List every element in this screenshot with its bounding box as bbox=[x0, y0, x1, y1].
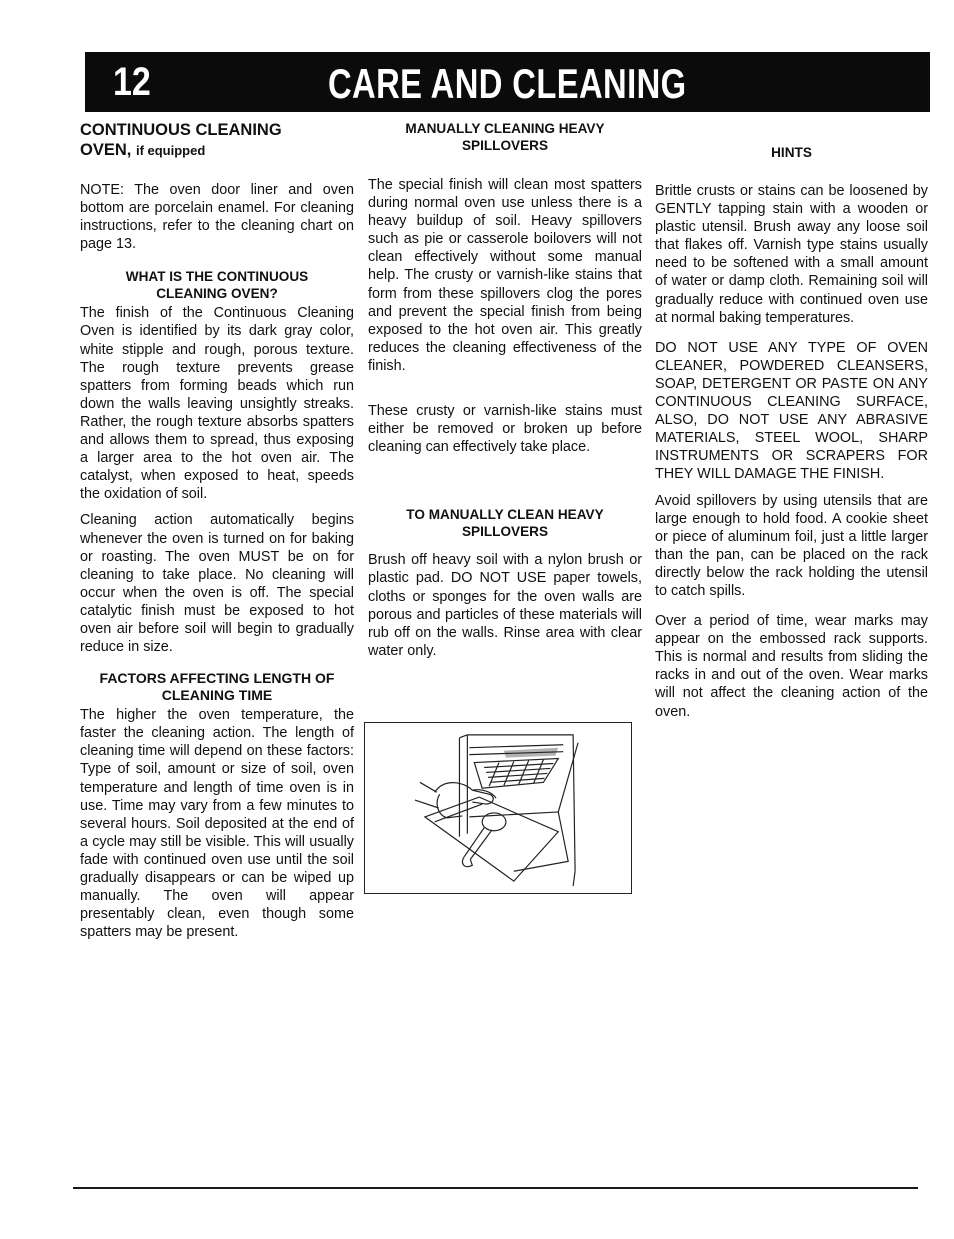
to-manually-clean-paragraph: Brush off heavy soil with a nylon brush or plastic pad. DO NOT USE paper towels, cloths or sponges for the oven walls are porous and particles of these materials will rub off on the walls. Rinse area with clear water only. bbox=[368, 552, 642, 659]
hints-heading: HINTS bbox=[771, 145, 812, 160]
what-is-paragraph: The finish of the Continuous Cleaning Oven is identified by its dark gray color, white stipple and rough, porous texture. The rough texture prevents grease spatters from forming beads which run down the walls leaving unsightly streaks. Rather, the rough texture absorbs spatters and allows them to spread, thus exposing a larger area to the hot oven air. The catalyst, when exposed to heat, speeds the oxidation of soil. bbox=[80, 305, 354, 503]
manual-cleaning-paragraph-1: The special finish will clean most spatters during normal oven use unless there is a heavy buildup of soil. Heavy spillovers such as pie or casserole boilovers will not clean effectively without some manual help. The crusty or varnish-like stains that form from these spillovers clog the pores and prevent the special finish from being exposed to the hot oven air. This greatly reduces the cleaning effectiveness of the finish. bbox=[368, 177, 642, 374]
column-hints bbox=[655, 120, 928, 721]
page-title: CARE AND CLEANING bbox=[328, 60, 687, 107]
what-is-heading bbox=[80, 268, 354, 302]
hints-warning: DO NOT USE ANY TYPE OF OVEN CLEANER, POWDERED CLEANSERS, SOAP, DETERGENT OR PASTE ON ANY CONTINUOUS CLEANING SURFACE, ALSO, DO NOT USE ANY ABRASIVE MATERIALS, STEEL WOOL, SHARP INSTRUMENTS OR SCRAPERS FOR THEY WILL DAMAGE THE FINISH. bbox=[655, 339, 928, 483]
page-header bbox=[85, 52, 930, 112]
section-title-line2: OVEN, bbox=[80, 141, 132, 159]
oven-hand-drawing bbox=[365, 723, 631, 893]
hints-paragraph-2: Avoid spillovers by using utensils that are large enough to hold food. A cookie sheet or piece of aluminum foil, just a little larger than the pan, can be placed on the rack directly below the rack holding the utensil to catch spills. bbox=[655, 492, 928, 599]
column-manual-cleaning bbox=[368, 120, 642, 660]
factors-heading bbox=[80, 670, 354, 704]
to-manually-clean-heading bbox=[368, 506, 642, 540]
manual-cleaning-heading-line1: MANUALLY CLEANING HEAVY bbox=[405, 121, 605, 136]
manual-cleaning-heading-line2: SPILLOVERS bbox=[461, 138, 549, 153]
note-paragraph: NOTE: The oven door liner and oven bottom are porcelain enamel. For cleaning instructions, refer to the cleaning chart on page 13. bbox=[80, 182, 354, 253]
section-title-line1: CONTINUOUS CLEANING bbox=[80, 121, 282, 139]
what-is-heading-line2: CLEANING OVEN? bbox=[156, 286, 278, 302]
factors-heading-line2: CLEANING TIME bbox=[161, 687, 273, 704]
page-number: 12 bbox=[113, 60, 151, 104]
manual-cleaning-heading bbox=[368, 120, 642, 154]
hints-paragraph-1: Brittle crusts or stains can be loosened by GENTLY tapping stain with a wooden or plastic utensil. Brush away any loose soil that flakes off. Varnish type stains usually need to be softened with a small amount of water or damp cloth. Remaining soil will gradually reduce with continued oven use at normal baking temperatures. bbox=[655, 183, 928, 326]
to-manually-clean-heading-line2: SPILLOVERS bbox=[461, 524, 549, 540]
column-continuous-cleaning bbox=[80, 120, 354, 941]
what-is-heading-line1: WHAT IS THE CONTINUOUS bbox=[125, 269, 309, 285]
factors-heading-line1: FACTORS AFFECTING LENGTH OF bbox=[99, 670, 335, 687]
hints-paragraph-3: Over a period of time, wear marks may appear on the embossed rack supports. This is normal and results from sliding the racks in and out of the oven. Wear marks will not affect the cleaning action of the oven. bbox=[655, 613, 928, 720]
factors-paragraph: The higher the oven temperature, the faster the cleaning action. The length of cleaning time will depend on these factors: Type of soil, amount or size of soil, oven temperature and length of time oven is in use. Time may vary from a few minutes to several hours. Soil deposited at the end of a cycle may still be visible. This will usually fade with continued oven use until the soil gradually disappears or can be wiped up manually. The oven will appear presentably clean, even though some spatters may be present. bbox=[80, 707, 354, 941]
oven-cleaning-illustration bbox=[364, 722, 632, 894]
cleaning-action-paragraph: Cleaning action automatically begins whenever the oven is turned on for baking or roasting. The oven MUST be on for cleaning to take place. No cleaning will occur when the oven is off. The special catalytic finish must be exposed to hot oven air before soil will begin to gradually reduce in size. bbox=[80, 512, 354, 656]
manual-cleaning-paragraph-2: These crusty or varnish-like stains must either be removed or broken up before cleaning can effectively take place. bbox=[368, 403, 642, 456]
to-manually-clean-heading-line1: TO MANUALLY CLEAN HEAVY bbox=[406, 507, 604, 523]
section-title-sub: if equipped bbox=[135, 143, 206, 158]
footer-rule bbox=[73, 1187, 918, 1189]
section-title bbox=[80, 120, 354, 161]
